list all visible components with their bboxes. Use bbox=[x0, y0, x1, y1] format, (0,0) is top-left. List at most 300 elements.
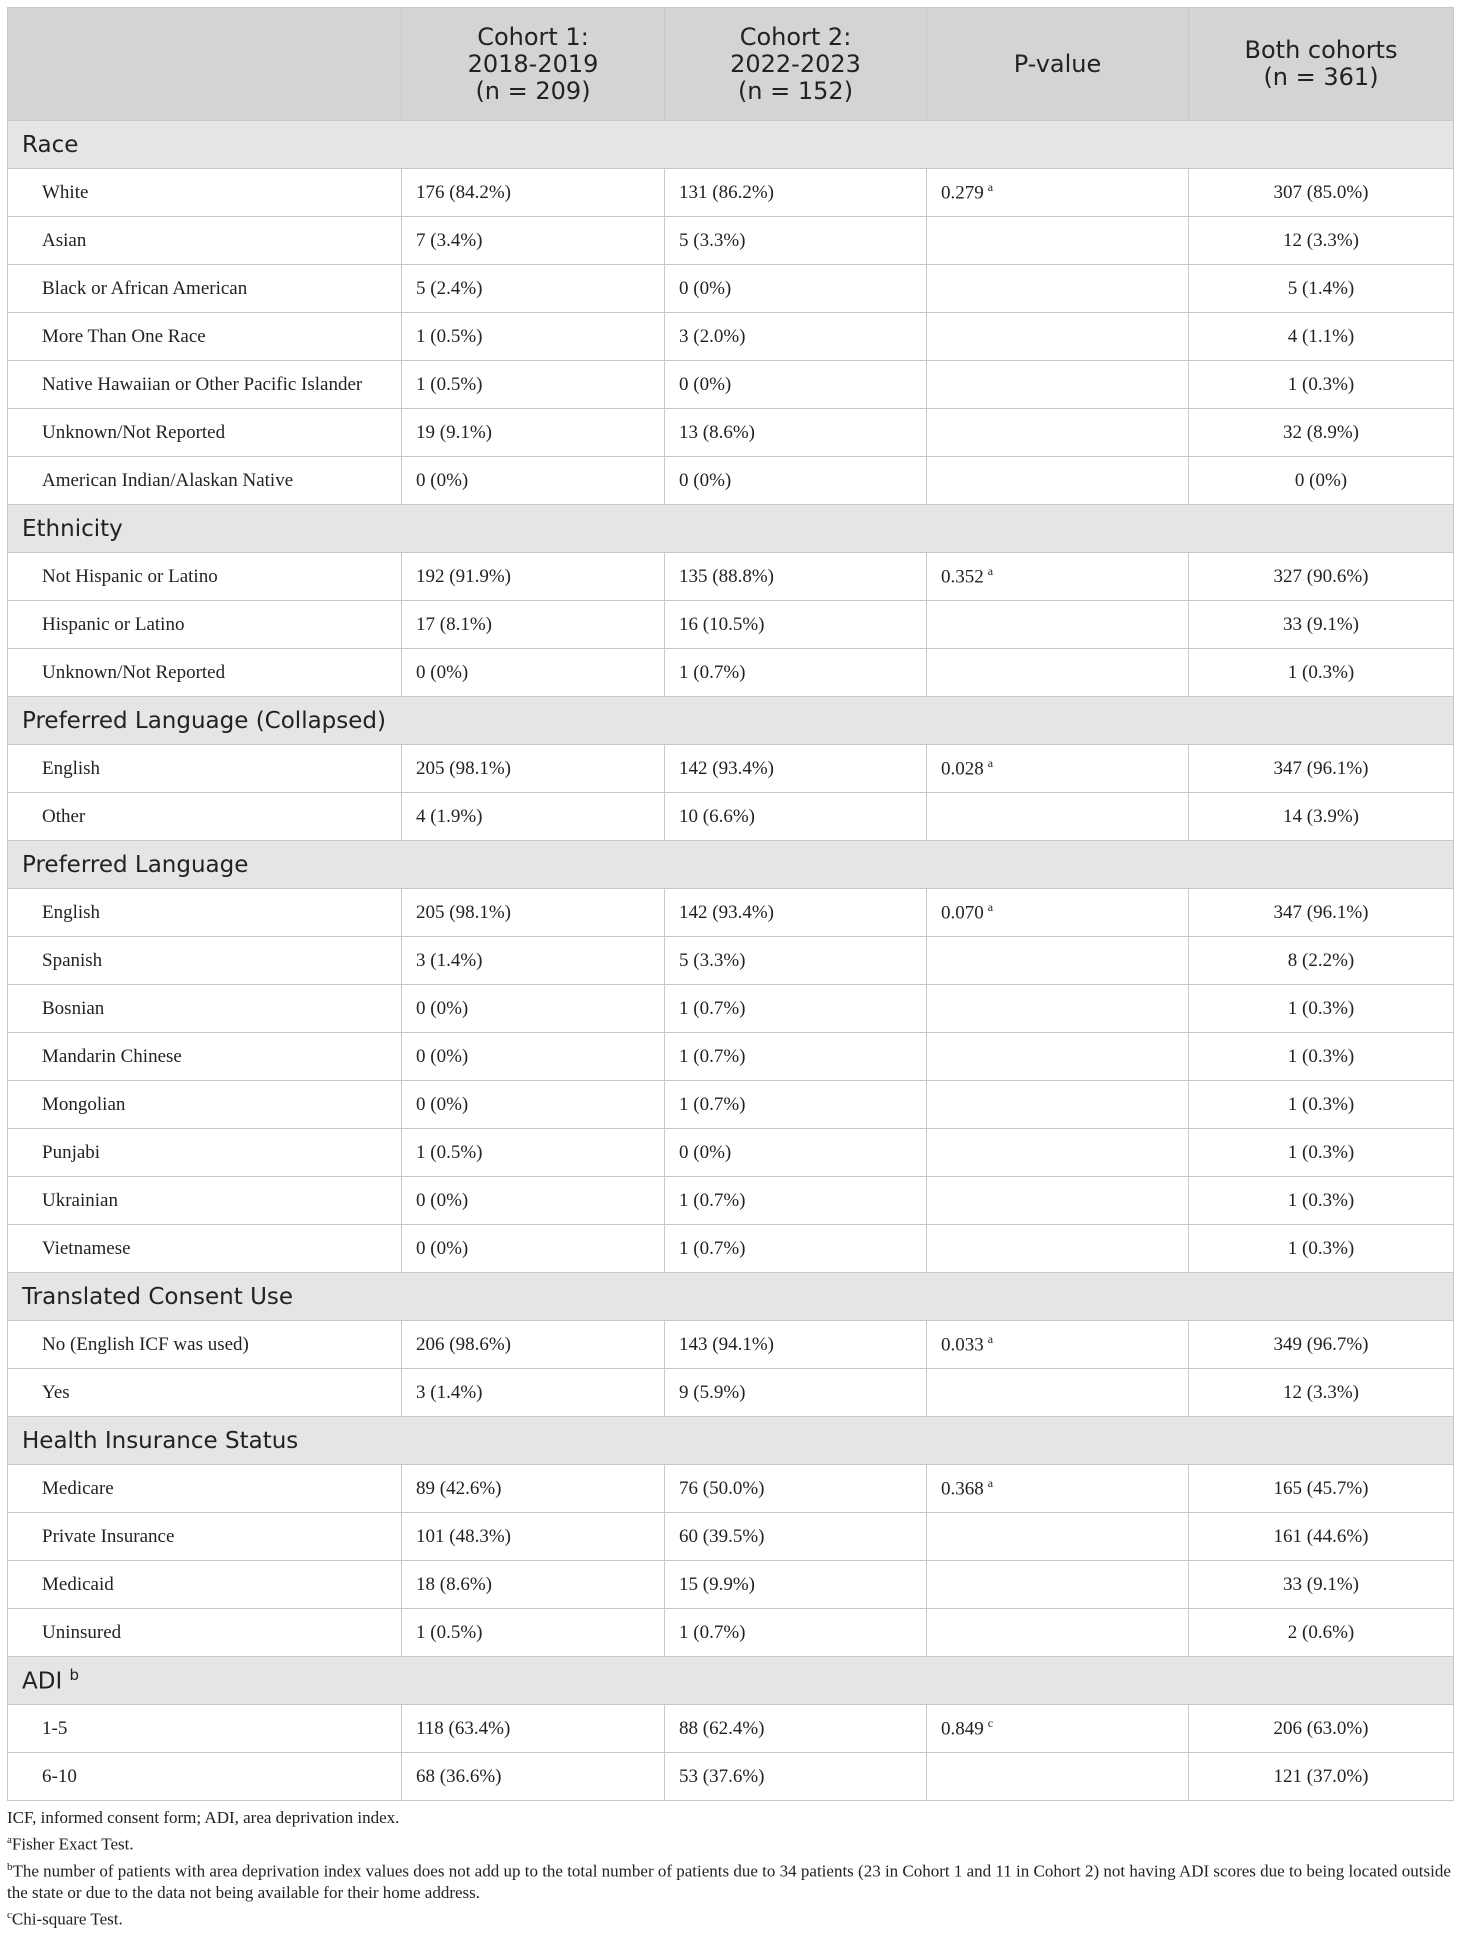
both-cohorts-cell-text: 327 (90.6%) bbox=[1273, 565, 1369, 587]
both-cohorts-cell bbox=[1189, 553, 1454, 601]
cohort-1-cell-text: 118 (63.4%) bbox=[416, 1717, 511, 1739]
cohort-2-cell-text: 0 (0%) bbox=[679, 373, 732, 395]
cohort-1-cell bbox=[402, 1609, 665, 1657]
section-title bbox=[8, 505, 1454, 553]
cohort-1-cell bbox=[402, 793, 665, 841]
section-header-row bbox=[8, 1417, 1454, 1465]
cohort-2-cell bbox=[665, 1225, 927, 1273]
both-cohorts-cell bbox=[1189, 1513, 1454, 1561]
table-row bbox=[8, 265, 1454, 313]
row-label-cell bbox=[8, 1129, 402, 1177]
cohort-2-cell bbox=[665, 457, 927, 505]
p-value-cell-text: 0.033 bbox=[941, 1334, 984, 1356]
cohort-1-cell bbox=[402, 1369, 665, 1417]
both-cohorts-cell bbox=[1189, 985, 1454, 1033]
cohort-2-cell bbox=[665, 1705, 927, 1753]
cohort-2-cell-text: 16 (10.5%) bbox=[679, 613, 765, 635]
cohort-2-cell-text: 1 (0.7%) bbox=[679, 1093, 746, 1115]
cohort-2-cell-text: 131 (86.2%) bbox=[679, 181, 774, 203]
both-cohorts-cell bbox=[1189, 1753, 1454, 1801]
row-label-cell-text: English bbox=[42, 757, 101, 779]
section-header-row bbox=[8, 697, 1454, 745]
table-row bbox=[8, 553, 1454, 601]
p-value-cell bbox=[927, 217, 1189, 265]
table-row bbox=[8, 1225, 1454, 1273]
cohort-2-cell-text: 76 (50.0%) bbox=[679, 1477, 765, 1499]
cohort-2-cell-text: 10 (6.6%) bbox=[679, 805, 755, 827]
row-label-cell-text: Hispanic or Latino bbox=[42, 613, 185, 635]
header-both-cohorts: Both cohorts (n = 361) bbox=[1189, 8, 1454, 121]
row-label-cell bbox=[8, 1033, 402, 1081]
cohort-1-cell-text: 205 (98.1%) bbox=[416, 757, 511, 779]
table-row bbox=[8, 217, 1454, 265]
row-label-cell-text: Unknown/Not Reported bbox=[42, 661, 226, 683]
p-value-cell bbox=[927, 985, 1189, 1033]
row-label-cell bbox=[8, 1705, 402, 1753]
both-cohorts-cell-text: 165 (45.7%) bbox=[1273, 1477, 1369, 1499]
row-label-cell-text: Asian bbox=[42, 229, 87, 251]
p-value-cell bbox=[927, 1561, 1189, 1609]
section-header-row bbox=[8, 841, 1454, 889]
both-cohorts-cell-text: 161 (44.6%) bbox=[1273, 1525, 1369, 1547]
table-row bbox=[8, 457, 1454, 505]
table-row bbox=[8, 793, 1454, 841]
table-row bbox=[8, 937, 1454, 985]
both-cohorts-cell-text: 0 (0%) bbox=[1294, 469, 1348, 491]
row-label-cell-text: Ukrainian bbox=[42, 1189, 118, 1211]
cohort-2-cell bbox=[665, 1513, 927, 1561]
row-label-cell bbox=[8, 937, 402, 985]
row-label-cell bbox=[8, 1465, 402, 1513]
row-label-cell-text: 1-5 bbox=[42, 1717, 68, 1739]
cohort-2-cell bbox=[665, 361, 927, 409]
section-title bbox=[8, 1273, 1454, 1321]
both-cohorts-cell bbox=[1189, 1609, 1454, 1657]
cohort-2-cell bbox=[665, 409, 927, 457]
cohort-2-cell bbox=[665, 889, 927, 937]
cohort-2-cell bbox=[665, 649, 927, 697]
cohort-1-cell bbox=[402, 1513, 665, 1561]
header-cohort-1: Cohort 1: 2018-2019 (n = 209) bbox=[402, 8, 665, 121]
cohort-1-cell bbox=[402, 409, 665, 457]
row-label-cell-text: Not Hispanic or Latino bbox=[42, 565, 218, 587]
row-label-cell bbox=[8, 985, 402, 1033]
cohort-2-cell bbox=[665, 265, 927, 313]
section-title-text: Preferred Language bbox=[22, 851, 249, 878]
p-value-cell bbox=[927, 745, 1189, 793]
cohort-2-cell bbox=[665, 745, 927, 793]
cohort-2-cell-text: 0 (0%) bbox=[679, 469, 732, 491]
p-value-cell-text: 0.070 bbox=[941, 902, 984, 924]
footnote-marker: a bbox=[987, 1332, 994, 1347]
row-label-cell bbox=[8, 217, 402, 265]
both-cohorts-cell-text: 1 (0.3%) bbox=[1287, 1237, 1355, 1259]
cohort-2-cell-text: 15 (9.9%) bbox=[679, 1573, 755, 1595]
cohort-1-cell bbox=[402, 649, 665, 697]
footnote-marker: a bbox=[987, 564, 994, 579]
cohort-2-cell-text: 88 (62.4%) bbox=[679, 1717, 765, 1739]
row-label-cell bbox=[8, 889, 402, 937]
both-cohorts-cell-text: 5 (1.4%) bbox=[1287, 277, 1355, 299]
row-label-cell-text: Private Insurance bbox=[42, 1525, 175, 1547]
row-label-cell-text: Medicaid bbox=[42, 1573, 114, 1595]
both-cohorts-cell bbox=[1189, 409, 1454, 457]
cohort-1-cell-text: 3 (1.4%) bbox=[416, 1381, 483, 1403]
table-row bbox=[8, 1177, 1454, 1225]
row-label-cell-text: Mandarin Chinese bbox=[42, 1045, 182, 1067]
section-header-row bbox=[8, 1273, 1454, 1321]
both-cohorts-cell-text: 8 (2.2%) bbox=[1287, 949, 1355, 971]
row-label-cell bbox=[8, 409, 402, 457]
cohort-2-cell-text: 143 (94.1%) bbox=[679, 1333, 774, 1355]
cohort-1-cell-text: 0 (0%) bbox=[416, 1093, 469, 1115]
p-value-cell bbox=[927, 1129, 1189, 1177]
both-cohorts-cell-text: 12 (3.3%) bbox=[1283, 229, 1359, 251]
cohort-1-cell bbox=[402, 601, 665, 649]
section-title bbox=[8, 121, 1454, 169]
row-label-cell-text: Spanish bbox=[42, 949, 103, 971]
footnote-marker: a bbox=[987, 756, 994, 771]
row-label-cell bbox=[8, 1753, 402, 1801]
row-label-cell bbox=[8, 1321, 402, 1369]
footnote bbox=[7, 1904, 1453, 1931]
row-label-cell-text: White bbox=[42, 181, 89, 203]
p-value-cell bbox=[927, 457, 1189, 505]
cohort-2-cell bbox=[665, 217, 927, 265]
cohort-1-cell-text: 206 (98.6%) bbox=[416, 1333, 511, 1355]
table-row bbox=[8, 313, 1454, 361]
both-cohorts-cell-text: 347 (96.1%) bbox=[1273, 757, 1369, 779]
row-label-cell-text: English bbox=[42, 901, 101, 923]
cohort-1-cell bbox=[402, 457, 665, 505]
table-row bbox=[8, 361, 1454, 409]
row-label-cell-text: Mongolian bbox=[42, 1093, 126, 1115]
cohort-1-cell bbox=[402, 265, 665, 313]
demographics-table bbox=[7, 7, 1454, 1801]
row-label-cell-text: Punjabi bbox=[42, 1141, 101, 1163]
both-cohorts-cell bbox=[1189, 1465, 1454, 1513]
table-row bbox=[8, 1321, 1454, 1369]
cohort-2-cell bbox=[665, 1177, 927, 1225]
cohort-2-cell bbox=[665, 1321, 927, 1369]
both-cohorts-cell bbox=[1189, 457, 1454, 505]
both-cohorts-cell-text: 1 (0.3%) bbox=[1287, 1093, 1355, 1115]
cohort-1-cell bbox=[402, 889, 665, 937]
cohort-2-cell-text: 1 (0.7%) bbox=[679, 1189, 746, 1211]
section-header-row bbox=[8, 1657, 1454, 1705]
both-cohorts-cell-text: 1 (0.3%) bbox=[1287, 1045, 1355, 1067]
cohort-1-cell bbox=[402, 745, 665, 793]
cohort-2-cell bbox=[665, 169, 927, 217]
footnote-marker: a bbox=[987, 1476, 994, 1491]
p-value-cell bbox=[927, 313, 1189, 361]
section-title-text: Preferred Language (Collapsed) bbox=[22, 707, 386, 734]
cohort-1-cell bbox=[402, 1081, 665, 1129]
cohort-1-cell-text: 101 (48.3%) bbox=[416, 1525, 511, 1547]
both-cohorts-cell-text: 1 (0.3%) bbox=[1287, 661, 1355, 683]
both-cohorts-cell-text: 349 (96.7%) bbox=[1273, 1333, 1369, 1355]
row-label-cell-text: Bosnian bbox=[42, 997, 105, 1019]
both-cohorts-cell-text: 12 (3.3%) bbox=[1283, 1381, 1359, 1403]
table-row bbox=[8, 745, 1454, 793]
cohort-1-cell-text: 89 (42.6%) bbox=[416, 1477, 502, 1499]
cohort-2-cell bbox=[665, 1561, 927, 1609]
p-value-cell bbox=[927, 553, 1189, 601]
section-title-text: Health Insurance Status bbox=[22, 1427, 299, 1454]
cohort-1-cell-text: 0 (0%) bbox=[416, 997, 469, 1019]
cohort-2-cell bbox=[665, 937, 927, 985]
row-label-cell bbox=[8, 1513, 402, 1561]
p-value-cell bbox=[927, 409, 1189, 457]
table-row bbox=[8, 601, 1454, 649]
cohort-1-cell bbox=[402, 1129, 665, 1177]
cohort-2-cell bbox=[665, 985, 927, 1033]
cohort-2-cell-text: 53 (37.6%) bbox=[679, 1765, 765, 1787]
p-value-cell bbox=[927, 1225, 1189, 1273]
cohort-1-cell-text: 19 (9.1%) bbox=[416, 421, 492, 443]
cohort-2-cell-text: 13 (8.6%) bbox=[679, 421, 755, 443]
row-label-cell bbox=[8, 1561, 402, 1609]
cohort-1-cell-text: 7 (3.4%) bbox=[416, 229, 483, 251]
row-label-cell bbox=[8, 265, 402, 313]
row-label-cell bbox=[8, 1609, 402, 1657]
cohort-1-cell-text: 5 (2.4%) bbox=[416, 277, 483, 299]
cohort-2-cell bbox=[665, 1033, 927, 1081]
cohort-2-cell-text: 1 (0.7%) bbox=[679, 1045, 746, 1067]
table-row bbox=[8, 649, 1454, 697]
both-cohorts-cell bbox=[1189, 313, 1454, 361]
both-cohorts-cell bbox=[1189, 889, 1454, 937]
p-value-cell bbox=[927, 649, 1189, 697]
both-cohorts-cell-text: 2 (0.6%) bbox=[1287, 1621, 1355, 1643]
cohort-1-cell-text: 0 (0%) bbox=[416, 469, 469, 491]
table-row bbox=[8, 1465, 1454, 1513]
row-label-cell-text: Uninsured bbox=[42, 1621, 122, 1643]
table-row bbox=[8, 985, 1454, 1033]
cohort-2-cell bbox=[665, 1081, 927, 1129]
cohort-2-cell bbox=[665, 601, 927, 649]
p-value-cell-text: 0.028 bbox=[941, 758, 984, 780]
both-cohorts-cell bbox=[1189, 1129, 1454, 1177]
both-cohorts-cell-text: 206 (63.0%) bbox=[1273, 1717, 1369, 1739]
p-value-cell bbox=[927, 1705, 1189, 1753]
p-value-cell bbox=[927, 601, 1189, 649]
cohort-2-cell bbox=[665, 1753, 927, 1801]
footnote bbox=[7, 1829, 1453, 1856]
section-title bbox=[8, 841, 1454, 889]
cohort-2-cell-text: 135 (88.8%) bbox=[679, 565, 774, 587]
both-cohorts-cell bbox=[1189, 793, 1454, 841]
cohort-1-cell bbox=[402, 553, 665, 601]
row-label-cell-text: Black or African American bbox=[42, 277, 248, 299]
both-cohorts-cell-text: 1 (0.3%) bbox=[1287, 1189, 1355, 1211]
p-value-cell bbox=[927, 937, 1189, 985]
cohort-1-cell bbox=[402, 985, 665, 1033]
cohort-1-cell bbox=[402, 361, 665, 409]
footnote-marker: a bbox=[987, 180, 994, 195]
cohort-1-cell bbox=[402, 1753, 665, 1801]
p-value-cell-text: 0.352 bbox=[941, 566, 984, 588]
p-value-cell bbox=[927, 1033, 1189, 1081]
header-cohort-2: Cohort 2: 2022-2023 (n = 152) bbox=[665, 8, 927, 121]
footnote-text: The number of patients with area deprivation index values does not add up to the total number of patients due to 34 patients (23 in Cohort 1 and 11 in Cohort 2) not having ADI scores due to being located outside the state or due to the data not being available for their home address. bbox=[7, 1861, 1451, 1903]
demographics-table-container bbox=[7, 7, 1453, 1931]
cohort-1-cell bbox=[402, 1033, 665, 1081]
table-row bbox=[8, 1561, 1454, 1609]
footnote bbox=[7, 1807, 1453, 1829]
cohort-1-cell bbox=[402, 1225, 665, 1273]
section-title-text: ADI bbox=[22, 1668, 63, 1695]
row-label-cell bbox=[8, 361, 402, 409]
p-value-cell bbox=[927, 1081, 1189, 1129]
cohort-1-cell-text: 1 (0.5%) bbox=[416, 1141, 483, 1163]
row-label-cell bbox=[8, 745, 402, 793]
both-cohorts-cell bbox=[1189, 1705, 1454, 1753]
both-cohorts-cell bbox=[1189, 1081, 1454, 1129]
header-p-value: P-value bbox=[927, 8, 1189, 121]
cohort-1-cell bbox=[402, 937, 665, 985]
cohort-1-cell bbox=[402, 1705, 665, 1753]
both-cohorts-cell bbox=[1189, 601, 1454, 649]
cohort-1-cell-text: 192 (91.9%) bbox=[416, 565, 511, 587]
cohort-2-cell-text: 1 (0.7%) bbox=[679, 997, 746, 1019]
cohort-2-cell-text: 1 (0.7%) bbox=[679, 1237, 746, 1259]
cohort-1-cell-text: 1 (0.5%) bbox=[416, 373, 483, 395]
footnote bbox=[7, 1856, 1453, 1905]
p-value-cell bbox=[927, 1177, 1189, 1225]
section-title bbox=[8, 697, 1454, 745]
table-row bbox=[8, 1129, 1454, 1177]
cohort-1-cell-text: 18 (8.6%) bbox=[416, 1573, 492, 1595]
row-label-cell bbox=[8, 553, 402, 601]
footnote-text: ICF, informed consent form; ADI, area deprivation index. bbox=[7, 1808, 400, 1827]
cohort-2-cell bbox=[665, 1129, 927, 1177]
table-row bbox=[8, 1609, 1454, 1657]
footnote-text: Fisher Exact Test. bbox=[11, 1834, 134, 1854]
cohort-1-cell-text: 1 (0.5%) bbox=[416, 325, 483, 347]
p-value-cell bbox=[927, 889, 1189, 937]
both-cohorts-cell bbox=[1189, 361, 1454, 409]
cohort-2-cell-text: 60 (39.5%) bbox=[679, 1525, 765, 1547]
row-label-cell bbox=[8, 793, 402, 841]
footnote-marker: c bbox=[7, 1909, 12, 1922]
cohort-2-cell-text: 142 (93.4%) bbox=[679, 757, 774, 779]
row-label-cell bbox=[8, 1225, 402, 1273]
both-cohorts-cell bbox=[1189, 169, 1454, 217]
both-cohorts-cell-text: 14 (3.9%) bbox=[1283, 805, 1359, 827]
p-value-cell-text: 0.279 bbox=[941, 182, 984, 204]
table-row bbox=[8, 1369, 1454, 1417]
cohort-2-cell-text: 1 (0.7%) bbox=[679, 661, 746, 683]
footnote-marker: c bbox=[987, 1716, 994, 1731]
footnote-marker: b bbox=[7, 1860, 13, 1873]
both-cohorts-cell bbox=[1189, 1225, 1454, 1273]
table-row bbox=[8, 409, 1454, 457]
row-label-cell bbox=[8, 313, 402, 361]
cohort-1-cell-text: 205 (98.1%) bbox=[416, 901, 511, 923]
row-label-cell-text: Medicare bbox=[42, 1477, 114, 1499]
p-value-cell bbox=[927, 793, 1189, 841]
both-cohorts-cell-text: 121 (37.0%) bbox=[1273, 1765, 1369, 1787]
cohort-2-cell bbox=[665, 313, 927, 361]
p-value-cell bbox=[927, 1753, 1189, 1801]
section-header-row bbox=[8, 121, 1454, 169]
cohort-2-cell bbox=[665, 553, 927, 601]
both-cohorts-cell-text: 307 (85.0%) bbox=[1273, 181, 1369, 203]
both-cohorts-cell bbox=[1189, 1033, 1454, 1081]
both-cohorts-cell bbox=[1189, 937, 1454, 985]
cohort-2-cell bbox=[665, 793, 927, 841]
p-value-cell bbox=[927, 361, 1189, 409]
both-cohorts-cell-text: 347 (96.1%) bbox=[1273, 901, 1369, 923]
cohort-2-cell-text: 3 (2.0%) bbox=[679, 325, 746, 347]
section-header-row bbox=[8, 505, 1454, 553]
p-value-cell bbox=[927, 265, 1189, 313]
cohort-1-cell-text: 3 (1.4%) bbox=[416, 949, 483, 971]
cohort-2-cell-text: 142 (93.4%) bbox=[679, 901, 774, 923]
cohort-2-cell-text: 5 (3.3%) bbox=[679, 949, 746, 971]
cohort-1-cell-text: 68 (36.6%) bbox=[416, 1765, 502, 1787]
cohort-1-cell-text: 17 (8.1%) bbox=[416, 613, 492, 635]
p-value-cell-text: 0.849 bbox=[941, 1718, 984, 1740]
table-row bbox=[8, 1033, 1454, 1081]
both-cohorts-cell bbox=[1189, 1321, 1454, 1369]
footnote-marker: a bbox=[987, 900, 994, 915]
table-footnotes bbox=[7, 1807, 1453, 1931]
cohort-1-cell-text: 0 (0%) bbox=[416, 1189, 469, 1211]
table-body bbox=[8, 121, 1454, 1801]
table-row bbox=[8, 1705, 1454, 1753]
header-blank-cell bbox=[8, 8, 402, 121]
p-value-cell bbox=[927, 1465, 1189, 1513]
cohort-2-cell-text: 1 (0.7%) bbox=[679, 1621, 746, 1643]
both-cohorts-cell-text: 1 (0.3%) bbox=[1287, 373, 1355, 395]
both-cohorts-cell-text: 33 (9.1%) bbox=[1283, 1573, 1359, 1595]
table-row bbox=[8, 1513, 1454, 1561]
cohort-1-cell bbox=[402, 313, 665, 361]
both-cohorts-cell bbox=[1189, 217, 1454, 265]
row-label-cell-text: Unknown/Not Reported bbox=[42, 421, 226, 443]
row-label-cell-text: Vietnamese bbox=[42, 1237, 131, 1259]
table-row bbox=[8, 1753, 1454, 1801]
table-row bbox=[8, 169, 1454, 217]
table-row bbox=[8, 889, 1454, 937]
row-label-cell bbox=[8, 1369, 402, 1417]
both-cohorts-cell-text: 4 (1.1%) bbox=[1287, 325, 1355, 347]
cohort-1-cell-text: 0 (0%) bbox=[416, 661, 469, 683]
footnote-marker: b bbox=[69, 1666, 80, 1685]
both-cohorts-cell bbox=[1189, 1561, 1454, 1609]
both-cohorts-cell-text: 1 (0.3%) bbox=[1287, 997, 1355, 1019]
row-label-cell bbox=[8, 1177, 402, 1225]
cohort-1-cell bbox=[402, 169, 665, 217]
cohort-2-cell bbox=[665, 1609, 927, 1657]
cohort-1-cell bbox=[402, 1177, 665, 1225]
row-label-cell-text: 6-10 bbox=[42, 1765, 77, 1787]
row-label-cell bbox=[8, 457, 402, 505]
table-header-row bbox=[8, 8, 1454, 121]
row-label-cell bbox=[8, 1081, 402, 1129]
footnote-marker: a bbox=[7, 1834, 12, 1846]
both-cohorts-cell bbox=[1189, 745, 1454, 793]
cohort-1-cell bbox=[402, 1561, 665, 1609]
p-value-cell-text: 0.368 bbox=[941, 1478, 984, 1500]
section-title-text: Ethnicity bbox=[22, 515, 123, 542]
p-value-cell bbox=[927, 1369, 1189, 1417]
row-label-cell-text: Yes bbox=[42, 1381, 70, 1403]
cohort-1-cell-text: 0 (0%) bbox=[416, 1045, 469, 1067]
row-label-cell-text: Native Hawaiian or Other Pacific Islander bbox=[42, 373, 363, 395]
